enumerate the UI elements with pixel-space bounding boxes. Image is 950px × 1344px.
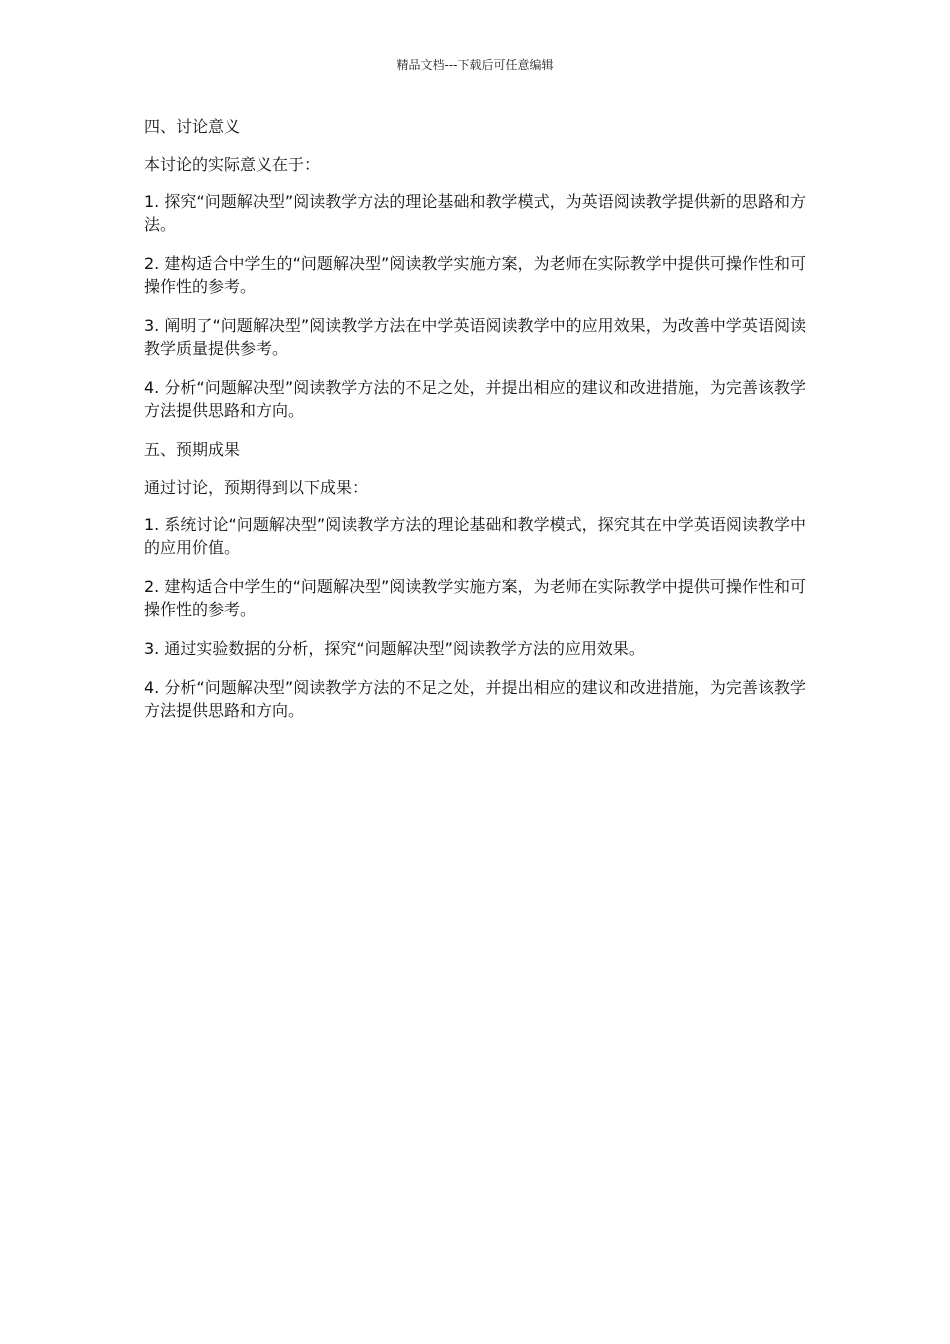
section-4-heading: 四、讨论意义 [144,117,241,136]
section-4-intro: 本讨论的实际意义在于： [144,155,321,174]
section-5-intro: 通过讨论，预期得到以下成果： [144,478,369,497]
section-5-item-1: 1. 系统讨论“问题解决型”阅读教学方法的理论基础和教学模式，探究其在中学英语阅读教学中的应用价值。 [144,515,806,557]
section-5-item-3: 3. 通过实验数据的分析，探究“问题解决型”阅读教学方法的应用效果。 [144,639,645,658]
section-4-item-1: 1. 探究“问题解决型”阅读教学方法的理论基础和教学模式，为英语阅读教学提供新的思路和方法。 [144,192,806,234]
section-4-item-2: 2. 建构适合中学生的“问题解决型”阅读教学实施方案，为老师在实际教学中提供可操作性和可操作性的参考。 [144,254,806,296]
section-4-item-4: 4. 分析“问题解决型”阅读教学方法的不足之处，并提出相应的建议和改进措施，为完善该教学方法提供思路和方向。 [144,378,806,420]
page-header: 精品文档---下载后可任意编辑 [396,58,554,72]
section-5-heading: 五、预期成果 [144,440,241,459]
section-4-item-3: 3. 阐明了“问题解决型”阅读教学方法在中学英语阅读教学中的应用效果，为改善中学英语阅读教学质量提供参考。 [144,316,806,358]
section-5-item-2: 2. 建构适合中学生的“问题解决型”阅读教学实施方案，为老师在实际教学中提供可操作性和可操作性的参考。 [144,577,806,619]
section-5-item-4: 4. 分析“问题解决型”阅读教学方法的不足之处，并提出相应的建议和改进措施，为完善该教学方法提供思路和方向。 [144,678,806,720]
document-body [144,115,806,738]
